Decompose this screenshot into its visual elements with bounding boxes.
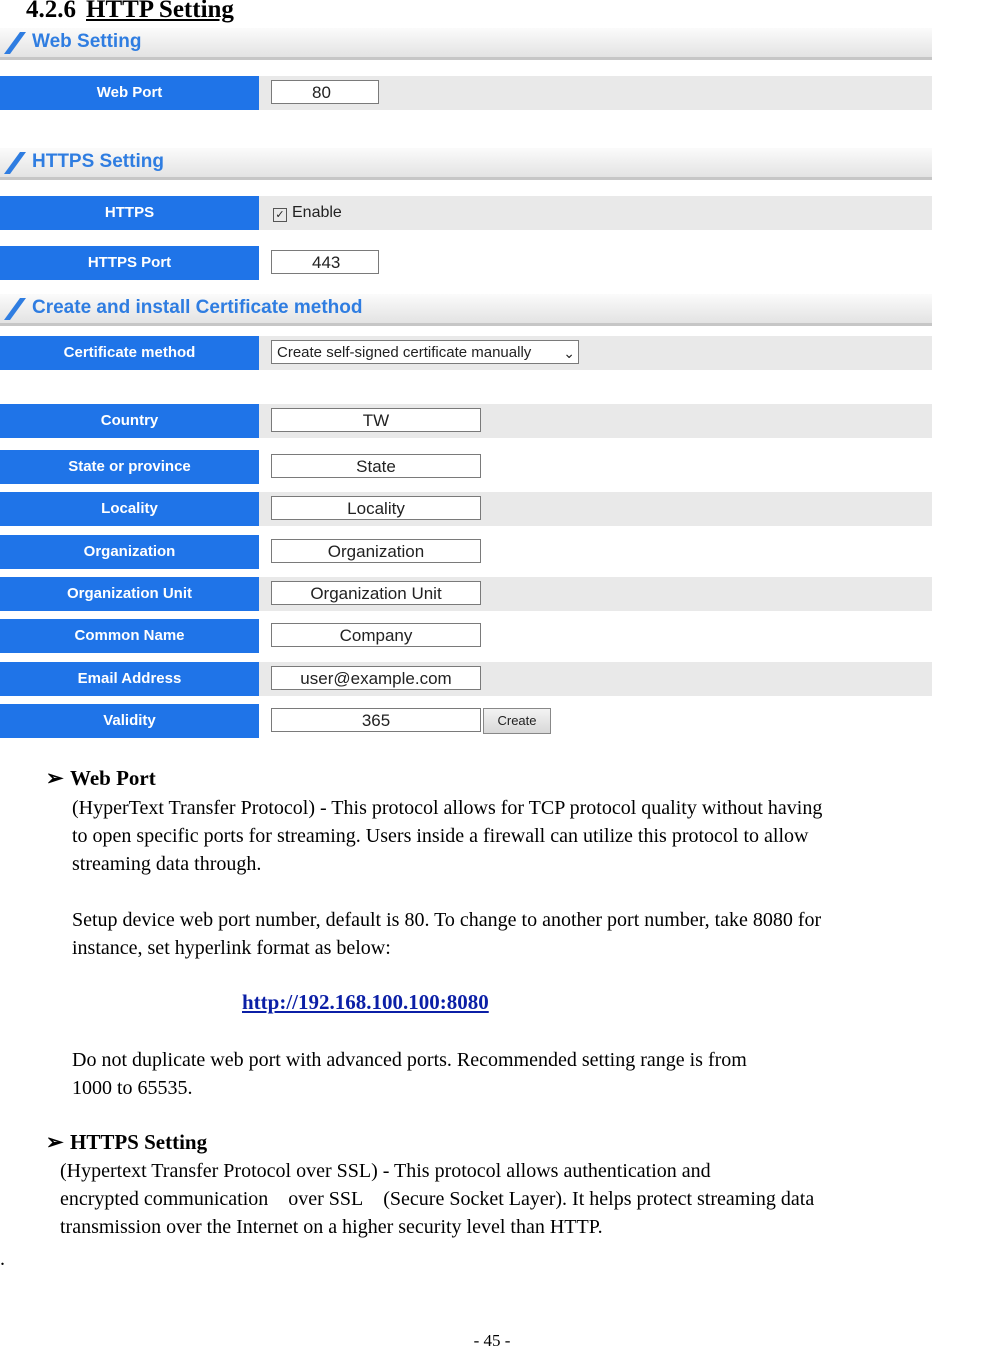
state-label: State or province	[0, 450, 259, 484]
example-hyperlink[interactable]: http://192.168.100.100:8080	[242, 990, 489, 1014]
email-label: Email Address	[0, 662, 259, 696]
https-para-line1: (Hypertext Transfer Protocol over SSL) - This protocol allows authentication and	[60, 1160, 711, 1182]
cert-method-title: Create and install Certificate method	[32, 297, 363, 318]
common-name-label: Common Name	[0, 619, 259, 653]
locality-row	[0, 492, 932, 526]
organization-row	[0, 535, 932, 569]
https-port-input[interactable]: 443	[271, 250, 379, 274]
section-number: 4.2.6	[26, 0, 76, 23]
stray-dot: .	[0, 1248, 5, 1270]
section-slash-icon	[2, 296, 28, 322]
org-unit-row	[0, 577, 932, 611]
https-row	[0, 196, 932, 230]
email-row	[0, 662, 932, 696]
https-setting-title: HTTPS Setting	[32, 151, 164, 172]
web-setting-title: Web Setting	[32, 31, 142, 52]
arrow-bullet-icon: ➢	[46, 766, 64, 790]
country-row	[0, 404, 932, 438]
enable-label: Enable	[292, 204, 342, 221]
common-name-input[interactable]: Company	[271, 623, 481, 647]
email-input[interactable]: user@example.com	[271, 666, 481, 690]
section-slash-icon	[2, 30, 28, 56]
https-para-line3: transmission over the Internet on a higher security level than HTTP.	[60, 1216, 603, 1238]
web-port-input[interactable]: 80	[271, 80, 379, 104]
arrow-bullet-icon: ➢	[46, 1130, 64, 1154]
https-heading: HTTPS Setting	[70, 1130, 208, 1154]
web-port-para3-line1: Do not duplicate web port with advanced ports. Recommended setting range is from	[72, 1049, 747, 1071]
locality-label: Locality	[0, 492, 259, 526]
create-button[interactable]: Create	[483, 708, 551, 734]
organization-label: Organization	[0, 535, 259, 569]
cert-method-label: Certificate method	[0, 336, 259, 370]
section-title: HTTP Setting	[86, 0, 234, 23]
web-port-para3-line2: 1000 to 65535.	[72, 1077, 193, 1099]
state-row	[0, 450, 932, 484]
https-para-line2: encrypted communication over SSL (Secure Socket Layer). It helps protect streaming data	[60, 1188, 815, 1210]
https-bullet	[46, 1130, 207, 1155]
chevron-down-icon: ⌄	[563, 345, 575, 361]
web-port-para2-line2: instance, set hyperlink format as below:	[72, 937, 391, 959]
state-input[interactable]: State	[271, 454, 481, 478]
validity-label: Validity	[0, 704, 259, 738]
organization-input[interactable]: Organization	[271, 539, 481, 563]
web-port-para1-line3: streaming data through.	[72, 853, 262, 875]
web-setting-header	[0, 28, 932, 60]
web-port-label: Web Port	[0, 76, 259, 110]
web-port-para1-line1: (HyperText Transfer Protocol) - This protocol allows for TCP protocol quality without having	[72, 797, 823, 819]
https-enable-checkbox[interactable]	[273, 204, 342, 222]
validity-row	[0, 704, 932, 738]
section-slash-icon	[2, 150, 28, 176]
cert-method-row	[0, 336, 932, 370]
checkbox-checked-icon: ✓	[273, 208, 287, 222]
org-unit-label: Organization Unit	[0, 577, 259, 611]
common-name-row	[0, 619, 932, 653]
section-heading	[26, 0, 234, 24]
https-port-row	[0, 246, 932, 280]
https-setting-header	[0, 148, 932, 180]
locality-input[interactable]: Locality	[271, 496, 481, 520]
web-port-para1-line2: to open specific ports for streaming. Users inside a firewall can utilize this protocol to allow	[72, 825, 809, 847]
org-unit-input[interactable]: Organization Unit	[271, 581, 481, 605]
https-port-label: HTTPS Port	[0, 246, 259, 280]
settings-screenshot	[0, 28, 932, 740]
cert-method-header	[0, 294, 932, 326]
web-port-row	[0, 76, 932, 110]
https-label: HTTPS	[0, 196, 259, 230]
country-input[interactable]: TW	[271, 408, 481, 432]
web-port-bullet	[46, 766, 156, 791]
page-number: - 45 -	[473, 1331, 511, 1350]
country-label: Country	[0, 404, 259, 438]
cert-method-value: Create self-signed certificate manually	[277, 344, 532, 361]
spacer-row	[0, 370, 932, 404]
web-port-heading: Web Port	[70, 766, 156, 790]
cert-method-select[interactable]	[271, 340, 579, 364]
web-port-para2-line1: Setup device web port number, default is 80. To change to another port number, take 8080 for	[72, 909, 822, 931]
validity-input[interactable]: 365	[271, 708, 481, 732]
